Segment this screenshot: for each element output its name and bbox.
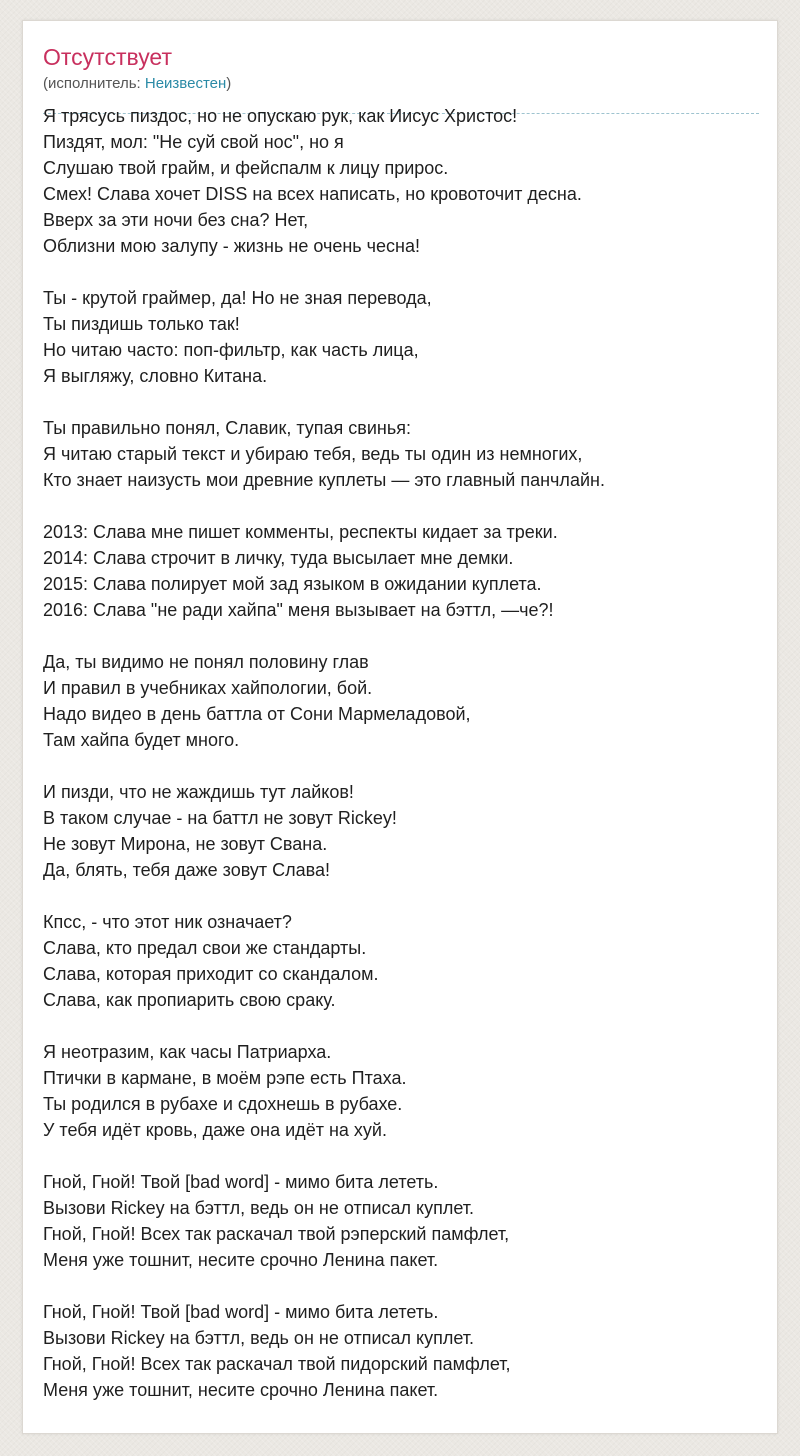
lyrics-line: Вызови Rickey на бэттл, ведь он не отписал куплет. [43, 1328, 475, 1348]
lyrics-line: Пиздят, мол: "Не суй свой нос", но я [43, 132, 344, 152]
lyrics-stanza [43, 779, 759, 883]
lyrics-line: Гной, Гной! Всех так раскачал твой рэперский памфлет, [43, 1224, 510, 1244]
lyrics-line: Ты пиздишь только так! [43, 314, 240, 334]
lyrics-line: Кто знает наизусть мои древние куплеты — это главный панчлайн. [43, 470, 605, 490]
lyrics-line: Слава, как пропиарить свою сраку. [43, 990, 336, 1010]
lyrics-stanza [43, 103, 759, 259]
lyrics-line: Я неотразим, как часы Патриарха. [43, 1042, 332, 1062]
lyrics-line: 2015: Слава полирует мой зад языком в ожидании куплета. [43, 574, 542, 594]
artist-line [43, 74, 231, 94]
lyrics-line: Гной, Гной! Твой [bad word] - мимо бита лететь. [43, 1172, 439, 1192]
lyrics-line: 2016: Слава "не ради хайпа" меня вызывает на бэттл, —че?! [43, 600, 554, 620]
lyrics-line: И пизди, что не жаждишь тут лайков! [43, 782, 354, 802]
lyrics-line: Я выгляжу, словно Китана. [43, 366, 268, 386]
lyrics-stanza [43, 1039, 759, 1143]
lyrics-line: Надо видео в день баттла от Сони Мармеладовой, [43, 704, 471, 724]
artist-suffix: ) [226, 75, 232, 92]
lyrics-line: Я читаю старый текст и убираю тебя, ведь ты один из немногих, [43, 444, 583, 464]
lyrics-stanza [43, 1299, 759, 1403]
lyrics-stanza [43, 909, 759, 1013]
lyrics-line: Там хайпа будет много. [43, 730, 240, 750]
lyrics-line: Ты родился в рубахе и сдохнешь в рубахе. [43, 1094, 403, 1114]
lyrics-line: 2014: Слава строчит в личку, туда высылает мне демки. [43, 548, 514, 568]
lyrics-stanza [43, 285, 759, 389]
lyrics-line: Вызови Rickey на бэттл, ведь он не отписал куплет. [43, 1198, 475, 1218]
lyrics-line: И правил в учебниках хайпологии, бой. [43, 678, 373, 698]
song-title: Отсутствует [43, 44, 172, 70]
lyrics-line: Слушаю твой грайм, и фейспалм к лицу прирос. [43, 158, 449, 178]
lyrics-line: Да, блять, тебя даже зовут Слава! [43, 860, 331, 880]
lyrics-line: Гной, Гной! Твой [bad word] - мимо бита лететь. [43, 1302, 439, 1322]
lyrics-line: Гной, Гной! Всех так раскачал твой пидорский памфлет, [43, 1354, 511, 1374]
artist-link[interactable]: Неизвестен [144, 75, 227, 92]
lyrics-line: Вверх за эти ночи без сна? Нет, [43, 210, 309, 230]
lyrics-card [22, 20, 778, 1434]
lyrics-line: Меня уже тошнит, несите срочно Ленина пакет. [43, 1380, 439, 1400]
lyrics-body [43, 103, 759, 1429]
lyrics-line: В таком случае - на баттл не зовут Rickey! [43, 808, 397, 828]
lyrics-line: 2013: Слава мне пишет комменты, респекты кидает за треки. [43, 522, 558, 542]
lyrics-line: Ты - крутой граймер, да! Но не зная перевода, [43, 288, 432, 308]
lyrics-line: Меня уже тошнит, несите срочно Ленина пакет. [43, 1250, 439, 1270]
lyrics-line: Смех! Слава хочет DISS на всех написать, но кровоточит десна. [43, 184, 582, 204]
lyrics-stanza [43, 519, 759, 623]
lyrics-line: Кпсс, - что этот ник означает? [43, 912, 292, 932]
lyrics-line: Ты правильно понял, Славик, тупая свинья: [43, 418, 411, 438]
lyrics-line: Слава, кто предал свои же стандарты. [43, 938, 367, 958]
lyrics-line: Облизни мою залупу - жизнь не очень чесна! [43, 236, 420, 256]
lyrics-stanza [43, 415, 759, 493]
lyrics-line: Да, ты видимо не понял половину глав [43, 652, 369, 672]
lyrics-line: Птички в кармане, в моём рэпе есть Птаха. [43, 1068, 407, 1088]
lyrics-stanza [43, 1169, 759, 1273]
lyrics-line: Но читаю часто: поп-фильтр, как часть лица, [43, 340, 419, 360]
lyrics-line: Не зовут Мирона, не зовут Свана. [43, 834, 328, 854]
artist-prefix: (исполнитель: [43, 75, 145, 92]
lyrics-stanza [43, 649, 759, 753]
lyrics-line: Слава, которая приходит со скандалом. [43, 964, 379, 984]
lyrics-line: Я трясусь пиздос, но не опускаю рук, как Иисус Христос! [43, 106, 518, 126]
lyrics-line: У тебя идёт кровь, даже она идёт на хуй. [43, 1120, 387, 1140]
